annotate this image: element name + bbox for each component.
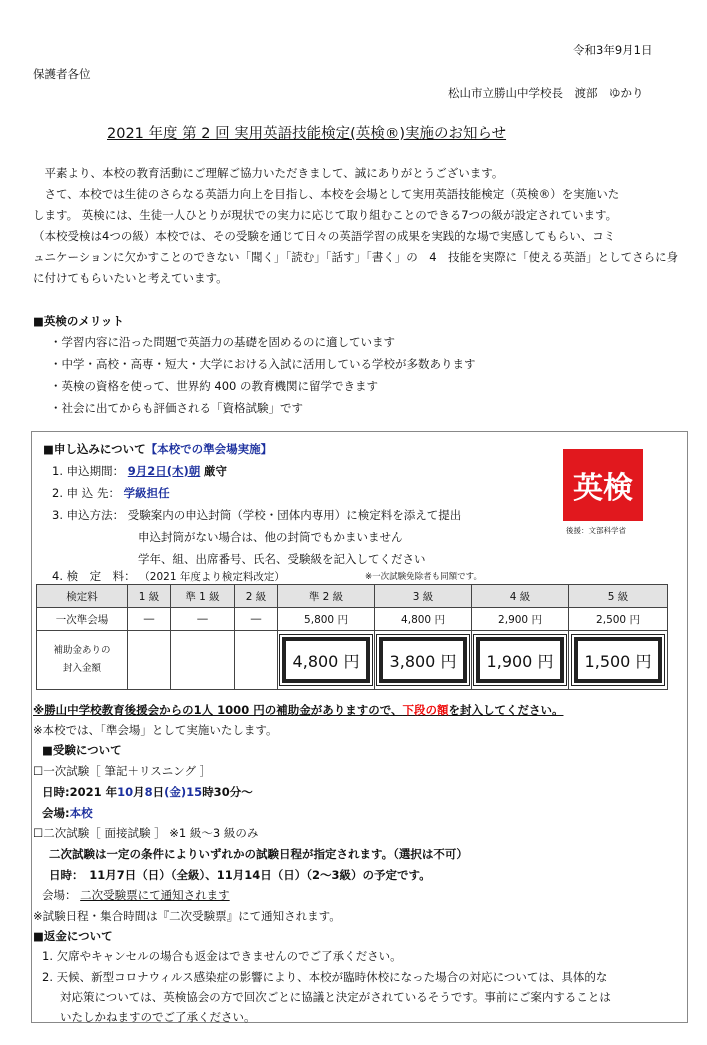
intro-line: （本校受検は4つの級）本校では、その受験を通じて日々の英語学習の成果を実践的な場で実感してもらい、コミ [33,229,616,243]
merit-item: ・中学・高校・高専・短大・大学における入試に活用している学校が多数あります [50,357,476,371]
document-date: 令和3年9月1日 [573,43,653,57]
fee-cell: ― [128,608,171,631]
fee-cell: ― [235,608,278,631]
intro-paragraph [33,163,693,289]
fee-header-cell: 5 級 [569,585,668,608]
fee-header-cell: 4 級 [472,585,569,608]
fee-label-text: 4. 検 定 料： [52,569,136,583]
fee-subsidy-amount: 4,800 円 [282,637,370,683]
refund-line: 2. 天候、新型コロナウィルス感染症の影響により、本校が臨時休校になった場合の対応については、具体的な [42,970,608,984]
apply-period-strict: 厳守 [203,464,227,478]
apply-method [52,504,461,570]
subsidy-note-pre: ※勝山中学校教育後援会からの1人 1000 円の補助金がありますので、 [33,703,403,717]
fee-header-cell: 2 級 [235,585,278,608]
first-exam-date-unit: 日 [152,785,165,799]
sender: 松山市立勝山中学校長 渡部 ゆかり [448,86,644,100]
apply-period-label: 1. 申込期間： [52,464,125,478]
second-exam: ☐二次試験［ 面接試験 ］ ※1 級～3 級のみ [33,826,259,840]
first-exam-venue-label: 会場: [42,806,70,820]
first-exam-venue-value: 本校 [69,806,93,820]
first-exam-date [42,784,253,800]
subsidy-note-highlight: 下段の額 [402,703,449,717]
fee-subsidy-cell [569,631,668,690]
first-exam-date-year: 2021 年 [69,785,118,799]
fee-row [37,608,668,631]
fee-header-cell: 1 級 [128,585,171,608]
refund-line: 対応策については、英検協会の方で回次ごとに協議と決定がされているそうです。事前にご案内することは [60,990,611,1004]
first-exam-date-day: 8 [144,785,153,799]
apply-heading [43,441,272,457]
second-exam-venue [42,887,230,903]
subsidy-note [33,702,563,718]
merit-item: ・社会に出てからも評価される「資格試験」です [50,401,303,415]
intro-line: に付けてもらいたいと考えています。 [33,271,228,285]
intro-line: さて、本校では生徒のさらなる英語力向上を目指し、本校を会場として実用英語技能検定（英検®）を実施いた [33,187,620,201]
page-title: 2021 年度 第 2 回 実用英語技能検定(英検®)実施のお知らせ [107,126,507,142]
fee-cell-empty [128,631,171,690]
second-exam-line: 二次試験は一定の条件によりいずれかの試験日程が指定されます。（選択は不可） [49,847,468,861]
fee-subsidy-amount: 1,900 円 [476,637,564,683]
first-exam-date-month: 10 [117,785,134,799]
fee-cell: 2,900 円 [472,608,569,631]
fee-header-cell: 準 1 級 [171,585,235,608]
fee-header-cell: 準 2 級 [278,585,375,608]
apply-method-label: 3. 申込方法： [52,508,125,522]
fee-cell: 2,500 円 [569,608,668,631]
fee-header-cell: 検定料 [37,585,128,608]
recipient: 保護者各位 [33,67,91,81]
fee-subsidy-amount: 1,500 円 [574,637,662,683]
fee-cell: ― [171,608,235,631]
fee-subsidy-label-line: 封入金額 [62,663,101,674]
eiken-logo: 英検 [563,449,643,521]
first-exam-date-time: 時30分～ [202,785,253,799]
subsidy-note-post: を封入してください。 [448,703,564,717]
fee-revision-note: （2021 年度より検定料改定） [139,571,285,583]
first-exam-date-hour: 15 [186,785,203,799]
apply-destination-value: 学級担任 [123,486,170,500]
merit-list [50,331,476,419]
refund-line: いたしかねますのでご了承ください。 [60,1010,256,1024]
logo-caption: 後援：文部科学省 [566,526,626,535]
fee-label [52,568,285,584]
apply-heading-note: 【本校での準会場実施】 [145,442,273,456]
first-exam-date-label: 日時: [42,785,70,799]
fee-subsidy-label-line: 補助金ありの [53,645,111,656]
fee-subsidy-label [37,631,128,690]
merit-heading: ■英検のメリット [33,314,124,328]
fee-row-subsidy [37,631,668,690]
schedule-note: ※試験日程・集合時間は『二次受験票』にて通知されます。 [33,909,341,923]
fee-cell: 5,800 円 [278,608,375,631]
second-exam-venue-value: 二次受験票にて通知されます [80,888,230,902]
fee-exempt-note: ※一次試験免除者も同額です。 [365,572,482,582]
second-exam-line: 日時： 11月7日（日）（全級）、11月14日（日）（2～3級）の予定です。 [49,868,431,882]
merit-item: ・学習内容に沿った問題で英語力の基礎を固めるのに適しています [50,335,395,349]
first-exam-date-unit: 月 [133,785,145,799]
fee-header-cell: 3 級 [375,585,472,608]
exam-heading: ■受験について [42,743,122,757]
apply-period-date: 9月2日(木)朝 [127,464,201,478]
apply-period [52,463,227,479]
intro-line: 平素より、本校の教育活動にご理解ご協力いただきまして、誠にありがとうございます。 [33,166,504,180]
first-exam: ☐一次試験［ 筆記＋リスニング ］ [33,764,212,778]
fee-cell-empty [171,631,235,690]
exam-venue-note: ※本校では、「準会場」として実施いたします。 [33,723,278,737]
fee-cell-empty [235,631,278,690]
fee-subsidy-cell [278,631,375,690]
intro-line: します。 英検には、生徒一人ひとりが現状での実力に応じて取り組むことのできる7つの級が設定されています。 [33,208,618,222]
apply-heading-text: ■申し込みについて [43,442,146,456]
fee-subsidy-amount: 3,800 円 [379,637,467,683]
merit-item: ・英検の資格を使って、世界約 400 の教育機関に留学できます [50,379,379,393]
first-exam-venue [42,805,93,821]
intro-line: ュニケーションに欠かすことのできない「聞く」「読む」「話す」「書く」の 4 技能を実際に「使える英語」としてさらに身 [33,250,679,264]
fee-subsidy-cell [472,631,569,690]
refund-line: 1. 欠席やキャンセルの場合も返金はできませんのでご了承ください。 [42,949,402,963]
apply-method-line: 学年、組、出席番号、氏名、受験級を記入してください [138,552,426,566]
apply-destination [52,485,170,501]
fee-table [36,584,668,690]
fee-header-row [37,585,668,608]
apply-method-line: 申込封筒がない場合は、他の封筒でもかまいません [138,530,403,544]
first-exam-date-dow: (金) [164,785,187,799]
refund-heading: ■返金について [33,929,113,943]
second-exam-venue-label: 会場： [42,888,77,902]
fee-cell: 一次準会場 [37,608,128,631]
fee-cell: 4,800 円 [375,608,472,631]
apply-destination-label: 2. 申 込 先： [52,486,120,500]
fee-subsidy-cell [375,631,472,690]
apply-method-line: 受験案内の申込封筒（学校・団体内専用）に検定料を添えて提出 [127,508,462,522]
